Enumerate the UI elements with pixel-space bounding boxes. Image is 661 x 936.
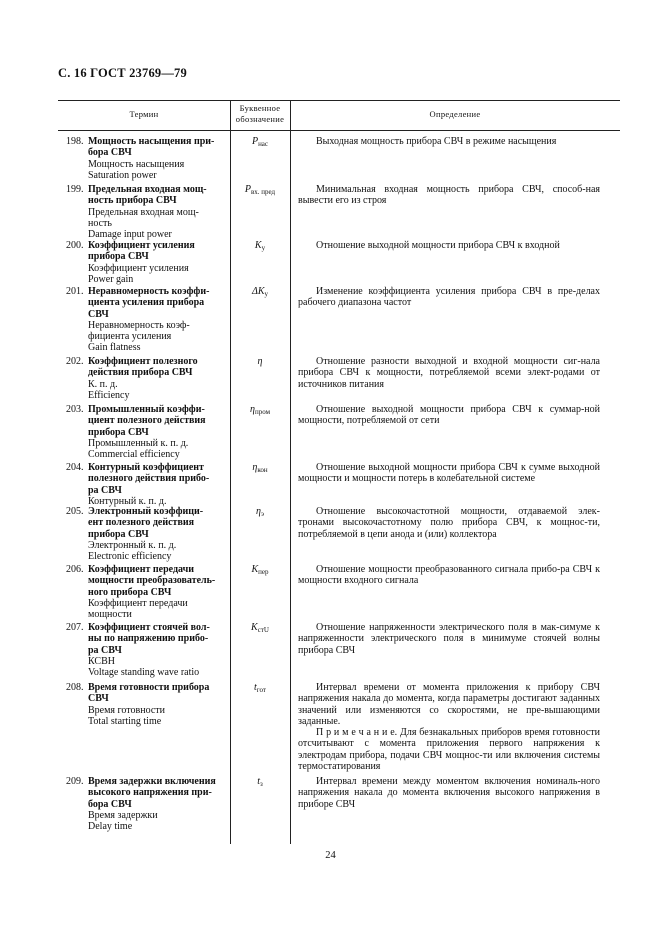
definition-text: Изменение коэффициента усиления прибора СВЧ в пре-делах рабочего диапазона частот	[298, 286, 600, 309]
symbol-subscript: пер	[258, 568, 269, 576]
symbol-main: K	[251, 622, 258, 633]
term-synonym-line: Commercial efficiency	[88, 449, 180, 461]
symbol-main: η	[249, 404, 255, 415]
symbol-main: ΔK	[251, 286, 265, 297]
term-number: 208.	[66, 682, 84, 693]
table-top-border	[58, 100, 620, 101]
term-synonym-line: Мощность насыщения	[88, 158, 185, 170]
symbol-main: η	[252, 462, 258, 473]
symbol-subscript: вх. пред	[250, 188, 276, 196]
letter-symbol	[230, 564, 290, 578]
definition-text: Отношение выходной мощности прибора СВЧ к входной	[316, 240, 560, 251]
definition-cell	[298, 622, 600, 656]
definition-text: Отношение напряженности электрического поля в мак-симуме к напряженности электрического поля в минимуме стоячей волны прибора СВЧ	[298, 622, 600, 656]
symbol-main: P	[244, 184, 251, 195]
term-name-line: ны по напряжению прибо-	[88, 633, 209, 645]
letter-symbol	[230, 682, 290, 696]
term-number: 207.	[66, 622, 84, 633]
term-synonym-line: Voltage standing wave ratio	[88, 667, 200, 679]
definition-text: Отношение выходной мощности прибора СВЧ к суммар-ной мощности, потребляемой от сети	[298, 404, 600, 427]
term-name-line: Мощность насыщения при-	[88, 136, 215, 147]
definition-cell	[298, 286, 600, 309]
term-name-line: Время готовности прибора	[88, 682, 210, 693]
symbol-main: η	[257, 356, 263, 367]
symbol-subscript: у	[264, 290, 269, 298]
symbol-subscript: у	[261, 244, 266, 252]
symbol-main: K	[251, 564, 259, 575]
term-name-line: Коэффициент полезного	[88, 356, 198, 367]
definition-note	[298, 727, 600, 772]
term-number: 201.	[66, 286, 84, 297]
term-number: 209.	[66, 776, 84, 787]
definition-cell	[298, 506, 600, 540]
letter-symbol	[230, 506, 290, 520]
letter-symbol	[230, 356, 290, 370]
term-synonym-line: Total starting time	[88, 715, 162, 727]
letter-symbol	[230, 776, 290, 790]
column-header-symbol-line2: обозначение	[235, 114, 285, 124]
term-synonym-line: Промышленный к. п. д.	[88, 437, 189, 449]
definition-cell	[298, 184, 600, 207]
term-synonym-line: Контурный к. п. д.	[88, 495, 167, 507]
column-header-symbol-line1: Буквенное	[239, 103, 281, 113]
term-number: 200.	[66, 240, 84, 251]
term-synonym-line: фициента усиления	[88, 331, 172, 343]
definition-cell	[298, 564, 600, 587]
definition-text: Интервал времени от момента приложения к прибору СВЧ напряжения накала до момента, когда параметры достигают заданных значений или изменяются со скоростями, не пре-вышающими заданные.	[298, 682, 600, 727]
term-number: 203.	[66, 404, 84, 415]
letter-symbol	[230, 462, 290, 476]
definition-text: Выходная мощность прибора СВЧ в режиме насыщения	[316, 136, 557, 147]
term-number: 204.	[66, 462, 84, 473]
term-name-line: Коэффициент передачи	[88, 564, 195, 575]
symbol-subscript: з	[260, 780, 263, 788]
term-name-line: действия прибора СВЧ	[88, 367, 193, 379]
column-header-term: Термин	[129, 109, 159, 119]
symbol-main: P	[251, 136, 259, 147]
symbol-subscript: нас	[258, 140, 269, 148]
term-synonym-line: ность	[88, 217, 112, 229]
letter-symbol	[230, 240, 290, 254]
note-text: Для безнакальных приборов время готовности отсчитывают с момента приложения первого напряжения к электродам прибора, подачи СВЧ мощнос-ти или включения системы термостатирования	[298, 727, 600, 773]
term-synonym-line: Электронный к. п. д.	[88, 539, 177, 551]
letter-symbol	[230, 622, 290, 636]
term-synonym-line: Gain flatness	[88, 342, 141, 354]
letter-symbol	[230, 136, 290, 150]
column-header-definition: Определение	[429, 109, 481, 119]
term-synonym-line: КСВН	[88, 655, 115, 667]
term-synonym-line: Неравномерность коэф-	[88, 319, 190, 331]
letter-symbol	[230, 404, 290, 418]
term-name-line: СВЧ	[88, 308, 109, 320]
term-name-line: Неравномерность коэффи-	[88, 286, 210, 297]
definition-cell	[298, 404, 600, 427]
term-synonym-line: Damage input power	[88, 229, 172, 241]
term-synonym-line: Saturation power	[88, 169, 157, 181]
term-synonym-line: Время задержки	[88, 809, 158, 821]
symbol-subscript: э	[260, 510, 264, 518]
term-name-line: ного прибора СВЧ	[88, 586, 172, 598]
definition-cell	[298, 682, 600, 772]
term-synonym-line: Предельная входная мощ-	[88, 206, 199, 218]
column-divider	[290, 130, 291, 844]
terms-table	[58, 100, 620, 844]
term-number: 205.	[66, 506, 84, 517]
term-name-line: Промышленный коэффи-	[88, 404, 205, 415]
table-header-border	[58, 130, 620, 131]
term-name-line: высокого напряжения при-	[88, 787, 212, 799]
term-synonym-line: Efficiency	[88, 389, 130, 401]
symbol-subscript: пром	[254, 408, 270, 416]
term-name-line: прибора СВЧ	[88, 528, 149, 540]
term-synonym-line: Коэффициент передачи	[88, 597, 188, 609]
symbol-subscript: стU	[257, 626, 269, 634]
term-synonym-line: Electronic efficiency	[88, 551, 172, 563]
term-number: 202.	[66, 356, 84, 367]
term-number: 199.	[66, 184, 84, 195]
term-synonym-line: Delay time	[88, 821, 133, 833]
definition-text: Отношение высокочастотной мощности, отдаваемой элек-тронами высокочастотному полю прибора СВЧ, к мощнос-ти, потребляемой в цепи анода и (или) коллектора	[298, 506, 600, 540]
term-synonym-line: К. п. д.	[88, 378, 118, 390]
symbol-main: K	[254, 240, 262, 251]
term-name-line: циента усиления прибора	[88, 297, 205, 309]
term-number: 206.	[66, 564, 84, 575]
definition-text: Отношение выходной мощности прибора СВЧ к сумме выходной мощности и мощности потерь в колебательной системе	[298, 462, 600, 485]
symbol-main: t	[254, 682, 257, 693]
term-name-line: бора СВЧ	[88, 147, 132, 159]
page-number: 24	[325, 850, 336, 861]
term-synonym-line: Коэффициент усиления	[88, 262, 189, 274]
symbol-main: t	[257, 776, 260, 787]
term-number: 198.	[66, 136, 84, 147]
term-synonym-line: Время готовности	[88, 704, 165, 716]
term-name-line: Коэффициент стоячей вол-	[88, 622, 210, 633]
symbol-main: η	[256, 506, 261, 517]
definition-text: Отношение разности выходной и входной мощности сиг-нала прибора СВЧ к мощности, потребляемой всеми элект-родами от источников питания	[298, 356, 600, 390]
definition-cell	[298, 136, 600, 147]
letter-symbol	[230, 286, 290, 300]
definition-cell	[298, 240, 600, 251]
symbol-subscript: гот	[256, 686, 266, 694]
term-name-line: ра СВЧ	[88, 484, 122, 496]
term-name-line: Электронный коэффици-	[88, 506, 204, 517]
definition-text: Отношение мощности преобразованного сигнала прибо-ра СВЧ к мощности входного сигнала	[298, 564, 600, 587]
term-name-line: циент полезного действия	[88, 415, 206, 427]
term-name-line: Время задержки включения	[88, 776, 216, 787]
column-header-symbol	[230, 103, 290, 125]
symbol-subscript: кон	[257, 466, 268, 474]
term-name-line: прибора СВЧ	[88, 426, 149, 438]
term-name-line: СВЧ	[88, 693, 109, 705]
definition-text: Интервал времени между моментом включения номиналь-ного напряжения накала до момента включения высокого напряжения в приборе СВЧ	[298, 776, 600, 810]
note-label: П р и м е ч а н и е.	[316, 727, 398, 739]
term-name-line: Предельная входная мощ-	[88, 184, 207, 195]
page-header: С. 16 ГОСТ 23769—79	[58, 66, 187, 80]
definition-cell	[298, 356, 600, 390]
term-name-line: ность прибора СВЧ	[88, 195, 177, 207]
definition-cell	[298, 462, 600, 485]
term-name-line: полезного действия прибо-	[88, 473, 210, 485]
term-name-line: бора СВЧ	[88, 798, 132, 810]
term-name-line: Коэффициент усиления	[88, 240, 195, 251]
term-name-line: ра СВЧ	[88, 644, 122, 656]
term-name-line: мощности преобразователь-	[88, 575, 216, 587]
term-name-line: ент полезного действия	[88, 517, 195, 529]
definition-cell	[298, 776, 600, 810]
definition-text: Минимальная входная мощность прибора СВЧ, способ-ная вывести его из строя	[298, 184, 600, 207]
term-name-line: прибора СВЧ	[88, 251, 149, 263]
term-synonym-line: Power gain	[88, 273, 134, 285]
term-synonym-line: мощности	[88, 609, 132, 621]
term-name-line: Контурный коэффициент	[88, 462, 204, 473]
column-divider	[230, 130, 231, 844]
letter-symbol	[230, 184, 290, 198]
